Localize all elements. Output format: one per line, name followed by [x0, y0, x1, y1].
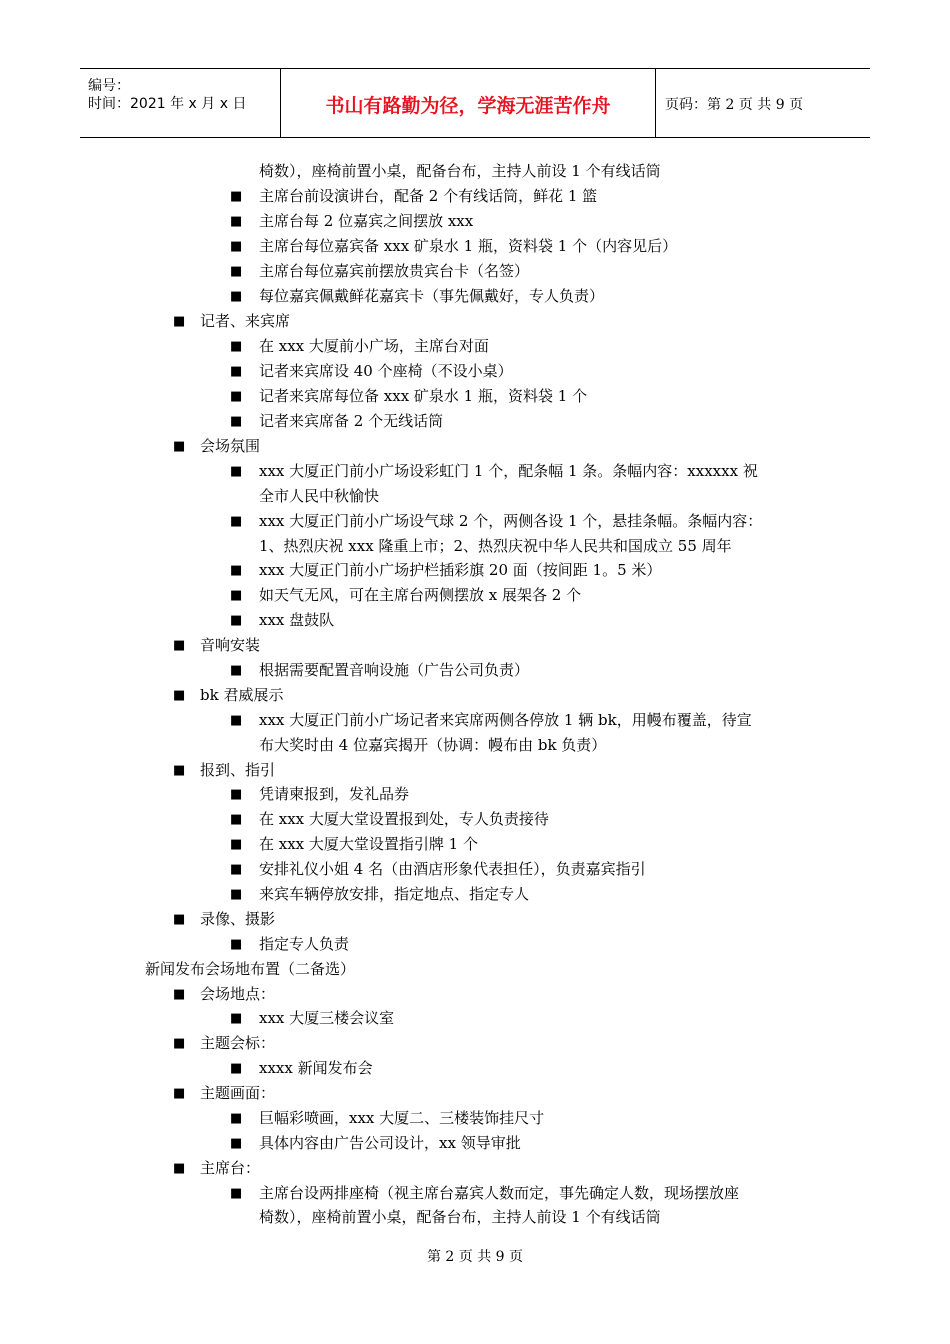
list-item-text: 椅数），座椅前置小桌，配备台布，主持人前设 1 个有线话筒 — [259, 162, 661, 180]
bullet-icon: ■ — [230, 464, 243, 479]
list-item — [230, 259, 530, 284]
list-item — [230, 509, 763, 534]
list-item-text: 指定专人负责 — [259, 935, 350, 953]
header-page-cell — [655, 69, 870, 137]
section-heading-text: 会场地点： — [200, 985, 276, 1003]
bullet-icon: ■ — [230, 588, 243, 603]
list-item — [230, 1056, 373, 1081]
section-heading — [173, 633, 261, 658]
list-item — [230, 1181, 740, 1206]
list-item-text: xxxx 新闻发布会 — [259, 1059, 373, 1077]
bullet-icon: ■ — [230, 1011, 243, 1026]
list-item-text: 椅数），座椅前置小桌，配备台布，主持人前设 1 个有线话筒 — [259, 1208, 661, 1226]
page-footer — [0, 1246, 950, 1266]
bullet-icon: ■ — [230, 837, 243, 852]
list-item-text: 主席台每位嘉宾前摆放贵宾台卡（名签） — [259, 262, 530, 280]
bullet-icon: ■ — [230, 189, 243, 204]
bullet-icon: ■ — [173, 638, 186, 653]
list-item-text: xxx 大厦三楼会议室 — [259, 1009, 395, 1027]
section-heading — [173, 309, 291, 334]
bullet-icon: ■ — [230, 264, 243, 279]
list-item-text: xxx 大厦正门前小广场设彩虹门 1 个，配条幅 1 条。条幅内容：xxxxxx 祝 — [259, 462, 758, 480]
section-heading-text: 会场氛围 — [200, 437, 261, 455]
subsection-title — [145, 957, 355, 982]
list-item-text: 主席台前设演讲台，配备 2 个有线话筒，鲜花 1 篮 — [259, 187, 598, 205]
section-heading-text: 录像、摄影 — [200, 910, 276, 928]
section-heading — [173, 1156, 261, 1181]
bullet-icon: ■ — [230, 862, 243, 877]
section-heading — [173, 434, 261, 459]
section-heading-text: 记者、来宾席 — [200, 312, 291, 330]
list-item — [230, 857, 646, 882]
list-item — [230, 583, 582, 608]
header-motto-cell — [280, 69, 656, 137]
subsection-title-text: 新闻发布会场地布置（二备选） — [145, 960, 356, 978]
list-item — [230, 184, 598, 209]
list-item-text: 在 xxx 大厦大堂设置报到处，专人负责接待 — [259, 810, 549, 828]
list-item — [230, 932, 350, 957]
list-item-text: xxx 盘鼓队 — [259, 611, 335, 629]
bullet-icon: ■ — [230, 389, 243, 404]
number-label: 编号： — [88, 78, 130, 94]
footer-page-label: 第 2 页 共 9 页 — [426, 1249, 524, 1265]
list-item-text: 如天气无风，可在主席台两侧摆放 x 展架各 2 个 — [259, 586, 582, 604]
list-item — [230, 459, 758, 484]
section-heading-text: bk 君威展示 — [200, 686, 284, 704]
list-item-text: 安排礼仪小姐 4 名（由酒店形象代表担任），负责嘉宾指引 — [259, 860, 646, 878]
list-item-text: 根据需要配置音响设施（广告公司负责） — [259, 661, 530, 679]
bullet-icon: ■ — [230, 1061, 243, 1076]
bullet-icon: ■ — [173, 912, 186, 927]
section-heading — [173, 683, 284, 708]
list-item-continuation — [259, 534, 732, 559]
list-item — [230, 658, 530, 683]
list-item-text: 记者来宾席设 40 个座椅（不设小桌） — [259, 362, 513, 380]
list-item-text: 记者来宾席备 2 个无线话筒 — [259, 412, 444, 430]
bullet-icon: ■ — [230, 787, 243, 802]
list-item-text: 主席台设两排座椅（视主席台嘉宾人数而定，事先确定人数，现场摆放座 — [259, 1184, 740, 1202]
section-heading-text: 报到、指引 — [200, 761, 276, 779]
list-item — [230, 832, 478, 857]
time-label: 时间：2021 年 x 月 x 日 — [88, 96, 247, 112]
bullet-icon: ■ — [230, 613, 243, 628]
list-item-text: 在 xxx 大厦前小广场，主席台对面 — [259, 337, 489, 355]
list-item — [230, 558, 662, 583]
section-heading-text: 主席台： — [200, 1159, 261, 1177]
list-item — [230, 608, 335, 633]
section-heading — [173, 1031, 276, 1056]
bullet-icon: ■ — [173, 1086, 186, 1101]
list-item-text: 凭请柬报到，发礼品券 — [259, 785, 410, 803]
list-item-continuation — [259, 733, 606, 758]
list-item-text: 主席台每 2 位嘉宾之间摆放 xxx — [259, 212, 474, 230]
list-item — [230, 782, 410, 807]
list-item-text: 1、热烈庆祝 xxx 隆重上市；2、热烈庆祝中华人民共和国成立 55 周年 — [259, 537, 732, 555]
list-item-text: 具体内容由广告公司设计，xx 领导审批 — [259, 1134, 521, 1152]
bullet-icon: ■ — [230, 1111, 243, 1126]
section-heading-text: 音响安装 — [200, 636, 261, 654]
list-item-text: 记者来宾席每位备 xxx 矿泉水 1 瓶，资料袋 1 个 — [259, 387, 588, 405]
list-item — [230, 359, 513, 384]
section-heading-text: 主题会标： — [200, 1034, 276, 1052]
list-item — [230, 409, 444, 434]
section-heading — [173, 982, 276, 1007]
bullet-icon: ■ — [230, 887, 243, 902]
page-header — [80, 68, 870, 138]
bullet-icon: ■ — [230, 563, 243, 578]
list-item — [230, 807, 549, 832]
list-item — [230, 384, 588, 409]
bullet-icon: ■ — [173, 1161, 186, 1176]
bullet-icon: ■ — [173, 314, 186, 329]
bullet-icon: ■ — [230, 364, 243, 379]
list-item-text: xxx 大厦正门前小广场记者来宾席两侧各停放 1 辆 bk，用幔布覆盖，待宣 — [259, 711, 752, 729]
list-item-continuation — [259, 484, 379, 509]
list-item — [230, 284, 605, 309]
bullet-icon: ■ — [230, 239, 243, 254]
motto: 书山有路勤为径，学海无涯苦作舟 — [325, 95, 611, 117]
list-item — [259, 159, 661, 184]
header-meta — [80, 69, 280, 137]
bullet-icon: ■ — [230, 1186, 243, 1201]
section-heading — [173, 758, 276, 783]
section-heading — [173, 907, 276, 932]
list-item — [230, 234, 678, 259]
page-info: 页码：第 2 页 共 9 页 — [665, 97, 804, 113]
list-item — [230, 334, 489, 359]
bullet-icon: ■ — [173, 763, 186, 778]
list-item-text: xxx 大厦正门前小广场护栏插彩旗 20 面（按间距 1。5 米） — [259, 561, 662, 579]
bullet-icon: ■ — [230, 414, 243, 429]
bullet-icon: ■ — [230, 214, 243, 229]
section-heading-text: 主题画面： — [200, 1084, 276, 1102]
bullet-icon: ■ — [173, 688, 186, 703]
bullet-icon: ■ — [230, 1136, 243, 1151]
list-item-text: 每位嘉宾佩戴鲜花嘉宾卡（事先佩戴好，专人负责） — [259, 287, 605, 305]
list-item — [230, 708, 752, 733]
section-heading — [173, 1081, 276, 1106]
list-item-text: 在 xxx 大厦大堂设置指引牌 1 个 — [259, 835, 478, 853]
bullet-icon: ■ — [230, 713, 243, 728]
list-item — [230, 1106, 545, 1131]
bullet-icon: ■ — [230, 289, 243, 304]
list-item — [230, 1006, 395, 1031]
bullet-icon: ■ — [173, 1036, 186, 1051]
bullet-icon: ■ — [230, 812, 243, 827]
list-item — [230, 882, 530, 907]
bullet-icon: ■ — [173, 987, 186, 1002]
list-item-text: 全市人民中秋愉快 — [259, 487, 380, 505]
bullet-icon: ■ — [173, 439, 186, 454]
bullet-icon: ■ — [230, 663, 243, 678]
bullet-icon: ■ — [230, 937, 243, 952]
bullet-icon: ■ — [230, 514, 243, 529]
list-item-continuation — [259, 1205, 661, 1230]
list-item — [230, 1131, 521, 1156]
list-item — [230, 209, 474, 234]
list-item-text: xxx 大厦正门前小广场设气球 2 个，两侧各设 1 个，悬挂条幅。条幅内容： — [259, 512, 763, 530]
list-item-text: 来宾车辆停放安排，指定地点、指定专人 — [259, 885, 530, 903]
list-item-text: 主席台每位嘉宾备 xxx 矿泉水 1 瓶，资料袋 1 个（内容见后） — [259, 237, 678, 255]
bullet-icon: ■ — [230, 339, 243, 354]
list-item-text: 布大奖时由 4 位嘉宾揭开（协调：幔布由 bk 负责） — [259, 736, 607, 754]
list-item-text: 巨幅彩喷画，xxx 大厦二、三楼装饰挂尺寸 — [259, 1109, 545, 1127]
